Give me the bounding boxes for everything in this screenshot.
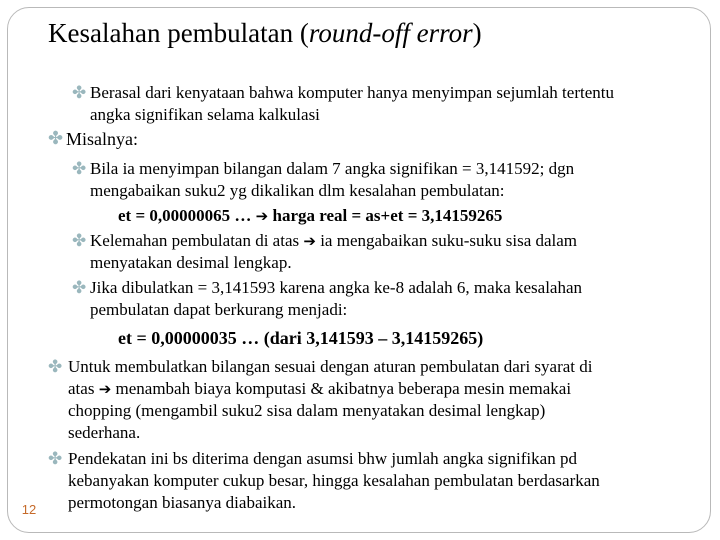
p3-line1a: Kelemahan pembulatan di atas [90, 231, 300, 250]
p5-line2b: menambah biaya komputasi & akibatnya beberapa mesin memakai [115, 379, 572, 398]
p6-line1: Pendekatan ini bs diterima dengan asumsi bhw jumlah angka signifikan pd [68, 449, 577, 468]
bullet-icon: ✤ [48, 449, 63, 469]
misalnya-heading: Misalnya: [66, 129, 138, 149]
p6-line2: kebanyakan komputer cukup besar, hingga kesalahan pembulatan berdasarkan [68, 471, 600, 490]
paragraph-3 [90, 230, 577, 274]
title-close: ) [472, 18, 482, 48]
p1-line2: angka signifikan selama kalkulasi [90, 105, 320, 124]
paragraph-5 [68, 356, 592, 444]
bullet-icon: ✤ [72, 159, 87, 179]
p3-line1b: ia mengabaikan suku-suku sisa dalam [320, 231, 578, 250]
bullet-icon: ✤ [48, 128, 64, 149]
eq1-value: = as+et = 3,14159265 [351, 206, 503, 225]
bullet-icon: ✤ [72, 231, 87, 251]
p5-line4: sederhana. [68, 423, 141, 442]
equation-1 [118, 205, 502, 227]
p5-line2a: atas [68, 379, 95, 398]
page-number: 12 [12, 497, 46, 523]
paragraph-4 [90, 277, 582, 321]
p5-line1: Untuk membulatkan bilangan sesuai dengan aturan pembulatan dari syarat di [68, 357, 593, 376]
bullet-icon: ✤ [48, 357, 63, 377]
p6-line3: permotongan biasanya diabaikan. [68, 493, 297, 512]
arrow-right-icon: ➔ [303, 232, 316, 250]
p2-line2: mengabaikan suku2 yg dikalikan dlm kesalahan pembulatan: [90, 181, 505, 200]
p2-line1: Bila ia menyimpan bilangan dalam 7 angka signifikan = 3,141592; dgn [90, 159, 575, 178]
paragraph-6 [68, 448, 600, 514]
p4-line1: Jika dibulatkan = 3,141593 karena angka ke-8 adalah 6, maka kesalahan [90, 278, 583, 297]
paragraph-2 [90, 158, 574, 202]
title-italic: round-off error [308, 18, 473, 48]
arrow-right-icon: ➔ [255, 207, 269, 225]
eq1-et: et = 0,00000065 … [118, 206, 252, 225]
equation-2: et = 0,00000035 … (dari 3,141593 – 3,14159265) [118, 328, 484, 348]
p3-line2: menyatakan desimal lengkap. [90, 253, 292, 272]
arrow-right-icon: ➔ [98, 380, 112, 398]
bullet-icon: ✤ [72, 83, 87, 103]
paragraph-1 [90, 82, 614, 126]
title-text: Kesalahan pembulatan ( [48, 18, 309, 48]
bullet-icon: ✤ [72, 278, 87, 298]
p5-line3: chopping (mengambil suku2 sisa dalam menyatakan desimal lengkap) [68, 401, 546, 420]
eq1-harga-real: harga real [272, 206, 348, 225]
slide-title [48, 16, 482, 50]
p1-line1: Berasal dari kenyataan bahwa komputer hanya menyimpan sejumlah tertentu [90, 83, 614, 102]
p4-line2: pembulatan dapat berkurang menjadi: [90, 300, 348, 319]
